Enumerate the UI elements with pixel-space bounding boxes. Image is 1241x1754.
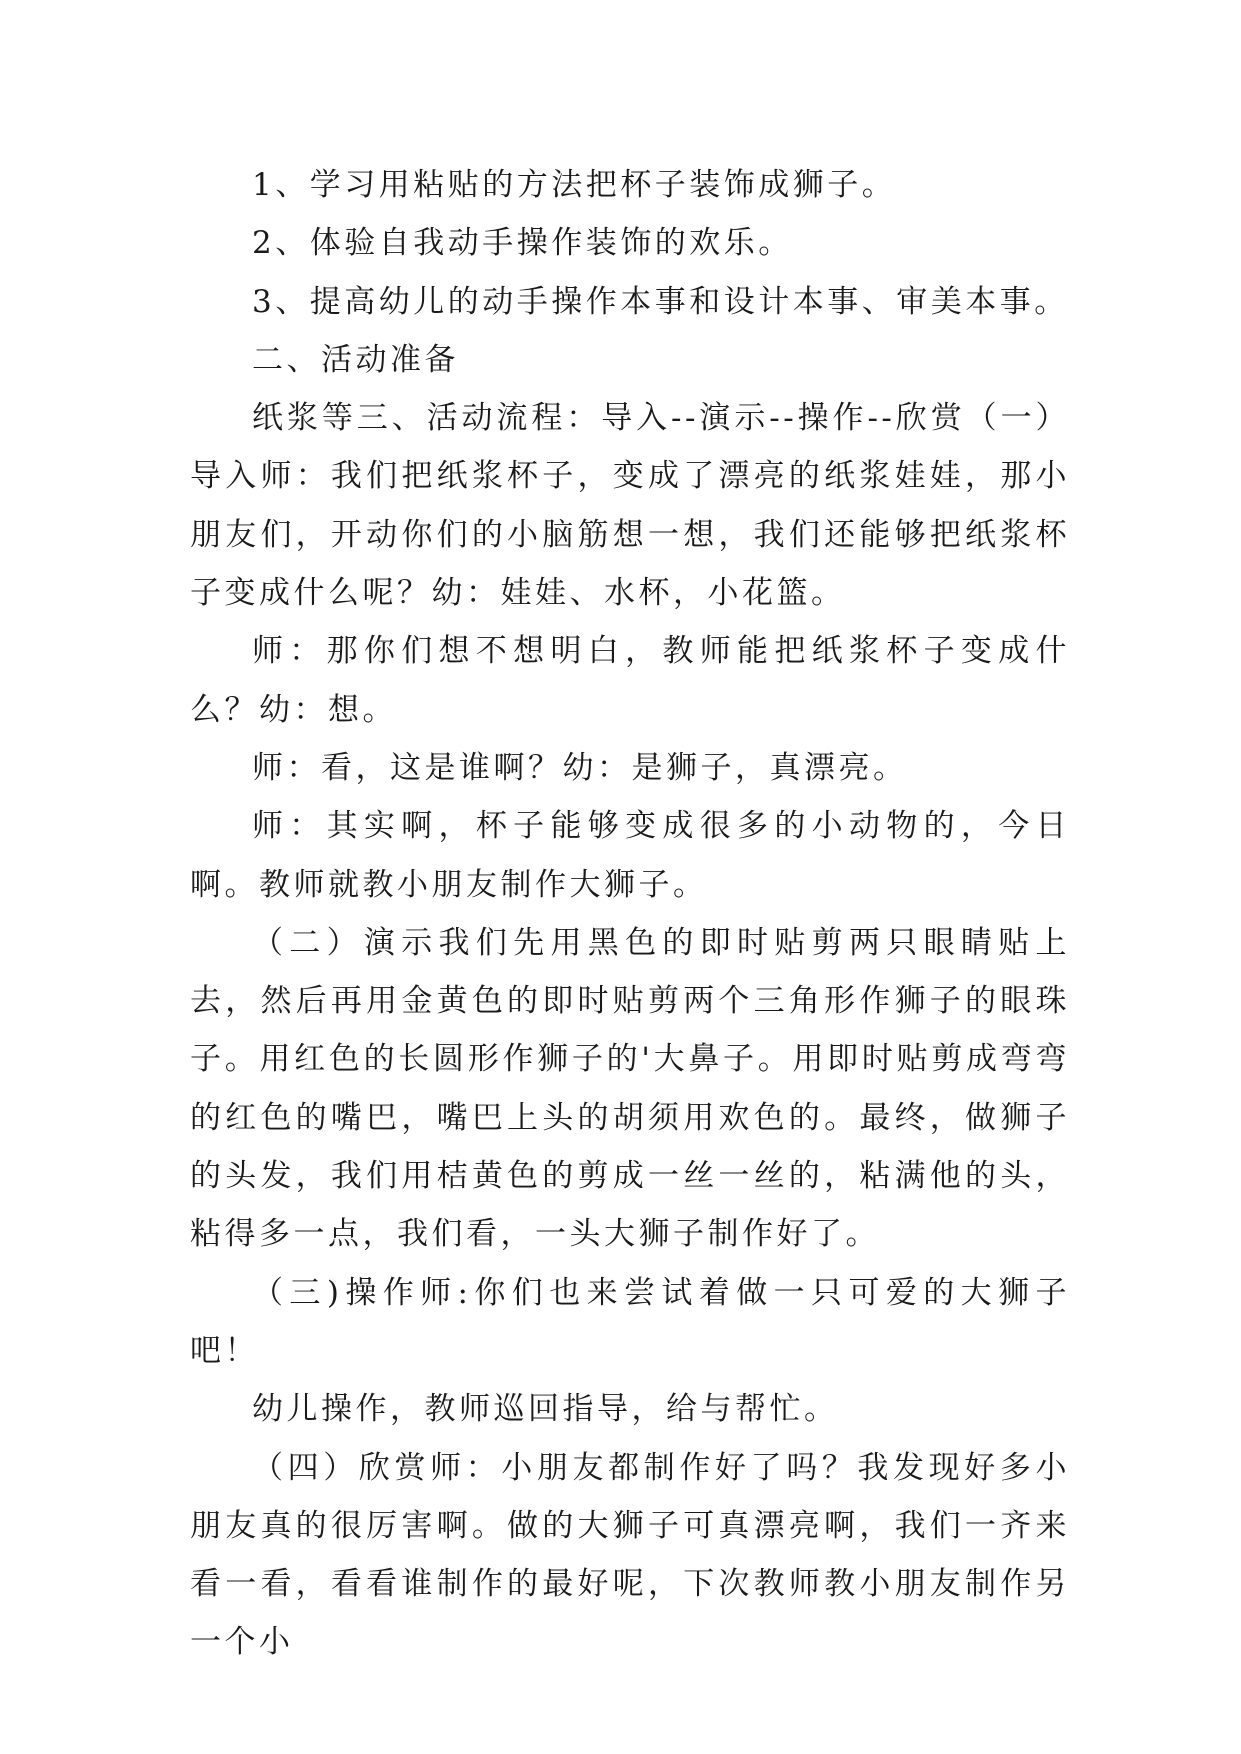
paragraph-dialogue-1: 师：那你们想不想明白，教师能把纸浆杯子变成什么？幼：想。 <box>190 633 1070 728</box>
paragraph-demonstration: （二）演示我们先用黑色的即时贴剪两只眼睛贴上去，然后再用金黄色的即时贴剪两个三角形作狮子的眼珠子。用红色的长圆形作狮子的'大鼻子。用即时贴剪成弯弯的红色的嘴巴，嘴巴上头的胡须用欢色的。最终，做狮子的头发，我们用桔黄色的剪成一丝一丝的，粘满他的头，粘得多一点，我们看，一头大狮子制作好了。 <box>190 924 1070 1253</box>
paragraph-dialogue-2: 师：看，这是谁啊？幼：是狮子，真漂亮。 <box>252 749 908 786</box>
paragraph-dialogue-3: 师：其实啊，杯子能够变成很多的小动物的，今日啊。教师就教小朋友制作大狮子。 <box>190 808 1070 903</box>
paragraph-goal-2: 2、体验自我动手操作装饰的欢乐。 <box>252 225 793 262</box>
paragraph-guidance: 幼儿操作，教师巡回指导，给与帮忙。 <box>252 1391 839 1428</box>
section-heading-preparation: 二、活动准备 <box>252 341 459 378</box>
document-body <box>190 156 1070 1672</box>
paragraph-goal-1: 1、学习用粘贴的方法把杯子装饰成狮子。 <box>252 167 897 203</box>
paragraph-process-intro: 纸浆等三、活动流程：导入--演示--操作--欣赏（一）导入师：我们把纸浆杯子，变成了漂亮的纸浆娃娃，那小朋友们，开动你们的小脑筋想一想，我们还能够把纸浆杯子变成什么呢？幼：娃娃、水杯，小花篮。 <box>190 400 1070 612</box>
paragraph-appreciation: （四）欣赏师：小朋友都制作好了吗？我发现好多小朋友真的很厉害啊。做的大狮子可真漂亮啊，我们一齐来看一看，看看谁制作的最好呢，下次教师教小朋友制作另一个小 <box>190 1449 1070 1661</box>
paragraph-operation: （三)操作师:你们也来尝试着做一只可爱的大狮子吧！ <box>190 1274 1070 1369</box>
paragraph-goal-3: 3、提高幼儿的动手操作本事和设计本事、审美本事。 <box>252 283 1069 320</box>
